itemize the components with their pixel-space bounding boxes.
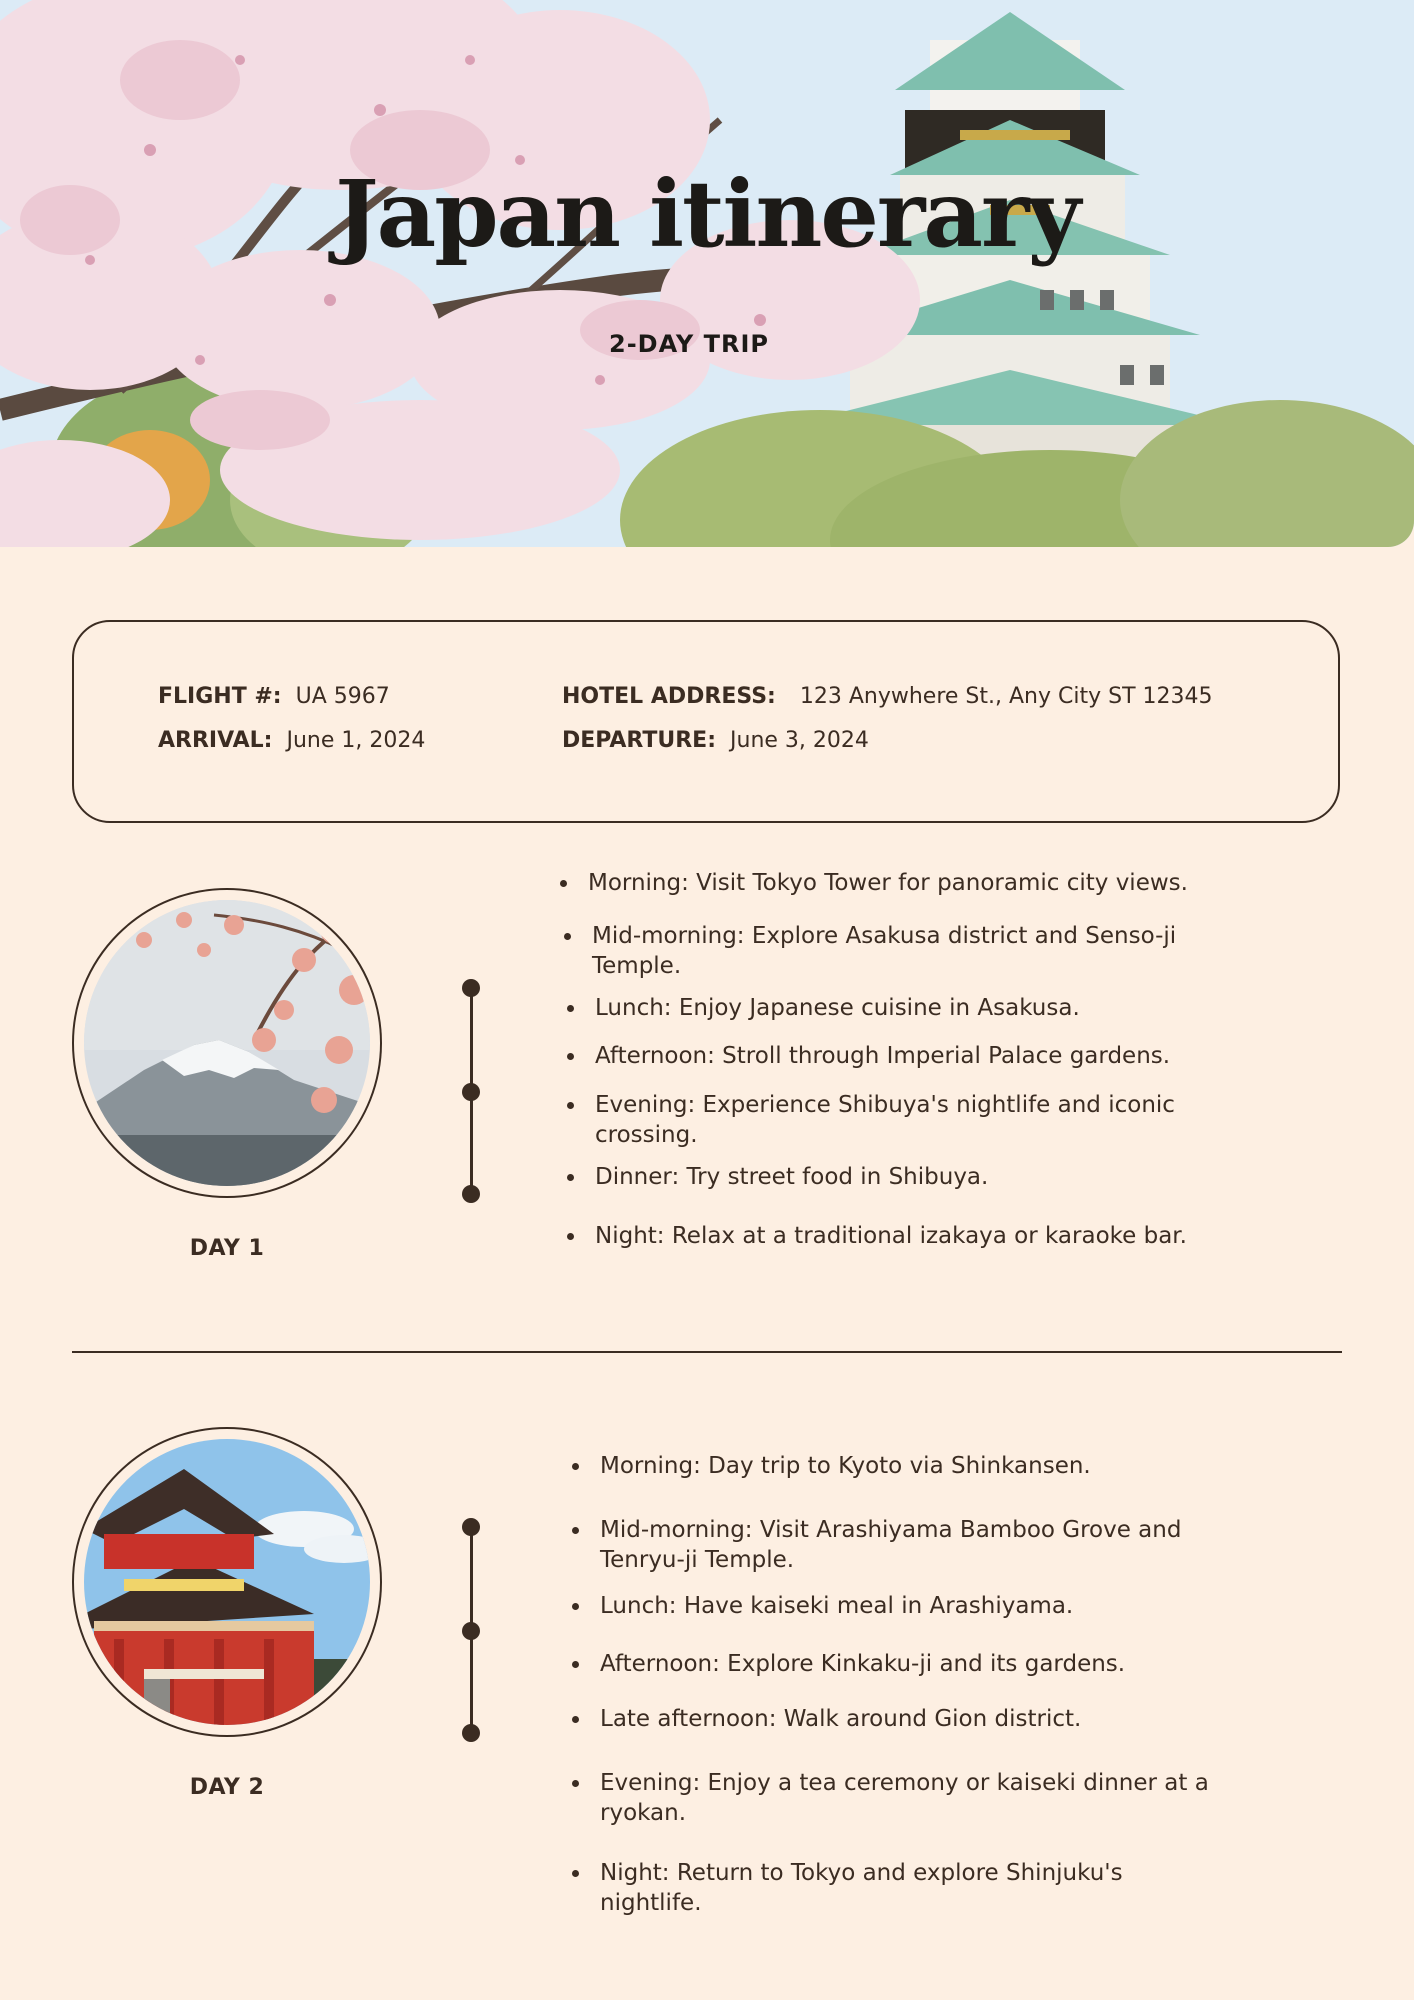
day-1-item: Afternoon: Stroll through Imperial Palace gardens. xyxy=(563,1041,1263,1071)
departure-value: June 3, 2024 xyxy=(730,728,869,753)
timeline-dot xyxy=(462,979,480,997)
day-1-photo-mount-fuji xyxy=(72,888,382,1198)
day-1-label: DAY 1 xyxy=(189,1236,265,1261)
day-2-item: Evening: Enjoy a tea ceremony or kaiseki dinner at a ryokan. xyxy=(568,1768,1258,1828)
page-title: Japan itinerary xyxy=(335,160,1079,268)
timeline-dot xyxy=(462,1622,480,1640)
day-1-item: Morning: Visit Tokyo Tower for panoramic city views. xyxy=(556,868,1256,898)
day-2-item: Late afternoon: Walk around Gion district. xyxy=(568,1704,1268,1734)
day-1-timeline xyxy=(461,979,481,1205)
departure-label: DEPARTURE: xyxy=(562,728,717,753)
day-2-timeline xyxy=(461,1518,481,1744)
flight-label: FLIGHT #: xyxy=(158,684,282,709)
day-2-item: Lunch: Have kaiseki meal in Arashiyama. xyxy=(568,1591,1268,1621)
day-2-item: Afternoon: Explore Kinkaku-ji and its gardens. xyxy=(568,1649,1268,1679)
trip-info-card xyxy=(72,620,1340,823)
day-1-item: Lunch: Enjoy Japanese cuisine in Asakusa. xyxy=(563,993,1263,1023)
timeline-dot xyxy=(462,1185,480,1203)
day-2-label: DAY 2 xyxy=(189,1775,265,1800)
day-1-item: Night: Relax at a traditional izakaya or karaoke bar. xyxy=(563,1221,1263,1251)
hotel-info xyxy=(562,684,1213,709)
flight-info xyxy=(158,684,390,709)
hotel-label: HOTEL ADDRESS: xyxy=(562,684,776,709)
day-1-item: Dinner: Try street food in Shibuya. xyxy=(563,1162,1263,1192)
day-1-item: Evening: Experience Shibuya's nightlife and iconic crossing. xyxy=(563,1090,1243,1150)
timeline-dot xyxy=(462,1724,480,1742)
arrival-label: ARRIVAL: xyxy=(158,728,273,753)
timeline-dot xyxy=(462,1083,480,1101)
hotel-value: 123 Anywhere St., Any City ST 12345 xyxy=(799,684,1213,709)
timeline-dot xyxy=(462,1518,480,1536)
trip-length-subtitle: 2-DAY TRIP xyxy=(609,330,769,358)
departure-info xyxy=(562,728,869,753)
day-2-item: Night: Return to Tokyo and explore Shinjuku's nightlife. xyxy=(568,1858,1178,1918)
flight-value: UA 5967 xyxy=(295,684,390,709)
day-2-item: Mid-morning: Visit Arashiyama Bamboo Grove and Tenryu-ji Temple. xyxy=(568,1515,1238,1575)
hero-banner xyxy=(0,0,1414,547)
day-2-photo-kyoto-temple xyxy=(72,1427,382,1737)
arrival-info xyxy=(158,728,425,753)
day-2-item: Morning: Day trip to Kyoto via Shinkansen. xyxy=(568,1451,1268,1481)
day-1-item: Mid-morning: Explore Asakusa district and Senso-ji Temple. xyxy=(560,921,1240,981)
section-divider xyxy=(72,1351,1342,1353)
arrival-value: June 1, 2024 xyxy=(286,728,426,753)
hero-photo-castle-cherry-blossom xyxy=(0,0,1414,547)
